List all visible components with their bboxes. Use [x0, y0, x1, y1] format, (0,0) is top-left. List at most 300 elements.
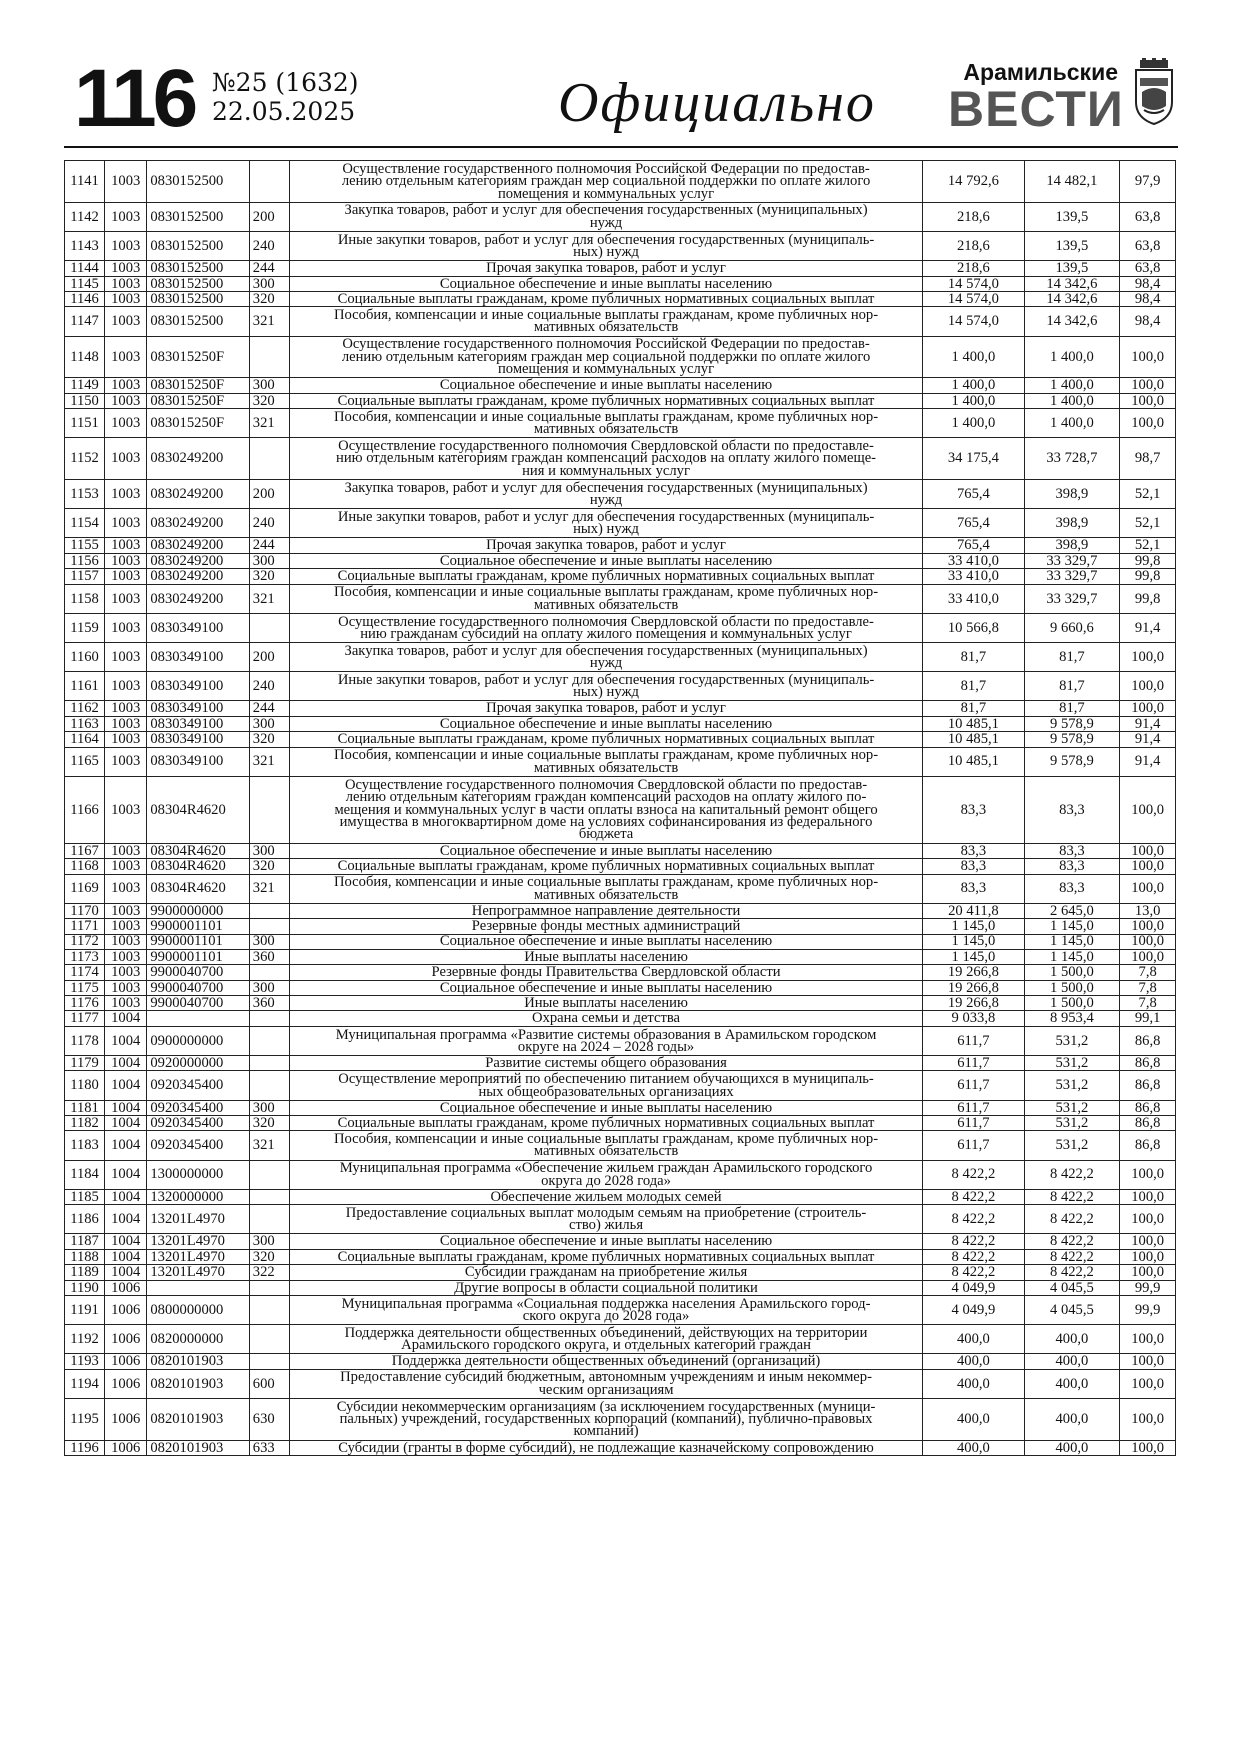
table-row	[65, 276, 1176, 291]
section-code: 1004	[105, 1026, 147, 1055]
expense-type: 320	[249, 859, 289, 874]
table-row	[65, 643, 1176, 672]
issue-info	[212, 68, 359, 126]
table-row	[65, 949, 1176, 964]
section-code: 1003	[105, 409, 147, 438]
section-title: Официально	[558, 72, 876, 134]
table-row	[65, 336, 1176, 378]
section-code: 1004	[105, 1131, 147, 1160]
item-name: Иные выплаты населению	[289, 996, 922, 1011]
expense-type	[249, 1354, 289, 1369]
row-index: 1175	[65, 980, 105, 995]
item-name: Предоставление субсидий бюджетным, автономным учреждениям и иным некоммер- ческим организациям	[289, 1369, 922, 1398]
table-row	[65, 1280, 1176, 1295]
target-code: 0830249200	[147, 584, 249, 613]
target-code: 0820000000	[147, 1325, 249, 1354]
table-row	[65, 843, 1176, 858]
logo-bottom-text: ВЕСТИ	[948, 81, 1124, 137]
planned-amount: 81,7	[923, 701, 1024, 716]
actual-amount: 33 329,7	[1024, 553, 1120, 568]
expense-type: 321	[249, 747, 289, 776]
target-code: 0820101903	[147, 1369, 249, 1398]
actual-amount: 1 145,0	[1024, 934, 1120, 949]
item-name: Пособия, компенсации и иные социальные выплаты гражданам, кроме публичных нор- мативных обязательств	[289, 874, 922, 903]
row-index: 1167	[65, 843, 105, 858]
section-code: 1003	[105, 716, 147, 731]
planned-amount: 33 410,0	[923, 584, 1024, 613]
execution-percent: 13,0	[1120, 903, 1176, 918]
section-code: 1006	[105, 1398, 147, 1440]
row-index: 1186	[65, 1205, 105, 1234]
section-code: 1004	[105, 1011, 147, 1026]
section-code: 1003	[105, 553, 147, 568]
item-name: Иные закупки товаров, работ и услуг для обеспечения государственных (муниципаль- ных) нужд	[289, 672, 922, 701]
expense-type	[249, 1325, 289, 1354]
expense-type	[249, 1056, 289, 1071]
expense-type	[249, 1205, 289, 1234]
execution-percent: 98,4	[1120, 307, 1176, 336]
expense-type: 300	[249, 276, 289, 291]
execution-percent: 100,0	[1120, 776, 1176, 843]
item-name: Социальное обеспечение и иные выплаты населению	[289, 716, 922, 731]
planned-amount: 4 049,9	[923, 1295, 1024, 1324]
planned-amount: 1 400,0	[923, 393, 1024, 408]
row-index: 1170	[65, 903, 105, 918]
table-row	[65, 1116, 1176, 1131]
section-code: 1006	[105, 1325, 147, 1354]
actual-amount: 1 400,0	[1024, 393, 1120, 408]
section-code: 1003	[105, 776, 147, 843]
expense-type: 320	[249, 1116, 289, 1131]
section-code: 1004	[105, 1100, 147, 1115]
planned-amount: 8 422,2	[923, 1160, 1024, 1189]
actual-amount: 1 500,0	[1024, 996, 1120, 1011]
planned-amount: 14 574,0	[923, 307, 1024, 336]
item-name: Предоставление социальных выплат молодым семьям на приобретение (строитель- ство) жилья	[289, 1205, 922, 1234]
row-index: 1174	[65, 965, 105, 980]
expense-type	[249, 903, 289, 918]
section-code: 1006	[105, 1354, 147, 1369]
section-code: 1003	[105, 584, 147, 613]
actual-amount: 83,3	[1024, 859, 1120, 874]
item-name: Социальное обеспечение и иные выплаты населению	[289, 276, 922, 291]
expense-type: 321	[249, 874, 289, 903]
table-row	[65, 231, 1176, 260]
planned-amount: 611,7	[923, 1116, 1024, 1131]
section-code: 1004	[105, 1189, 147, 1204]
execution-percent: 100,0	[1120, 336, 1176, 378]
expense-type	[249, 161, 289, 203]
table-row	[65, 903, 1176, 918]
section-code: 1003	[105, 480, 147, 509]
item-name: Субсидии (гранты в форме субсидий), не подлежащие казначейскому сопровождению	[289, 1440, 922, 1455]
section-code: 1003	[105, 291, 147, 306]
target-code: 0830249200	[147, 538, 249, 553]
coat-of-arms-icon	[1132, 58, 1176, 126]
item-name: Субсидии гражданам на приобретение жилья	[289, 1265, 922, 1280]
execution-percent: 99,8	[1120, 569, 1176, 584]
actual-amount: 81,7	[1024, 672, 1120, 701]
execution-percent: 86,8	[1120, 1026, 1176, 1055]
section-code: 1003	[105, 903, 147, 918]
row-index: 1162	[65, 701, 105, 716]
target-code: 08304R4620	[147, 874, 249, 903]
table-row	[65, 202, 1176, 231]
table-row	[65, 934, 1176, 949]
execution-percent: 100,0	[1120, 1205, 1176, 1234]
table-row	[65, 480, 1176, 509]
item-name: Прочая закупка товаров, работ и услуг	[289, 261, 922, 276]
table-row	[65, 1131, 1176, 1160]
actual-amount: 83,3	[1024, 776, 1120, 843]
target-code: 083015250F	[147, 393, 249, 408]
table-row	[65, 378, 1176, 393]
row-index: 1193	[65, 1354, 105, 1369]
expense-type: 244	[249, 538, 289, 553]
target-code: 0830152500	[147, 291, 249, 306]
target-code: 0800000000	[147, 1295, 249, 1324]
item-name: Пособия, компенсации и иные социальные выплаты гражданам, кроме публичных нор- мативных обязательств	[289, 1131, 922, 1160]
actual-amount: 398,9	[1024, 480, 1120, 509]
planned-amount: 611,7	[923, 1056, 1024, 1071]
actual-amount: 14 342,6	[1024, 291, 1120, 306]
row-index: 1189	[65, 1265, 105, 1280]
item-name: Социальные выплаты гражданам, кроме публичных нормативных социальных выплат	[289, 393, 922, 408]
actual-amount: 81,7	[1024, 643, 1120, 672]
actual-amount: 400,0	[1024, 1325, 1120, 1354]
table-row	[65, 776, 1176, 843]
expense-type	[249, 1011, 289, 1026]
actual-amount: 9 578,9	[1024, 732, 1120, 747]
expense-type: 300	[249, 1100, 289, 1115]
item-name: Закупка товаров, работ и услуг для обеспечения государственных (муниципальных) нужд	[289, 643, 922, 672]
section-code: 1003	[105, 965, 147, 980]
target-code: 9900040700	[147, 965, 249, 980]
execution-percent: 97,9	[1120, 161, 1176, 203]
planned-amount: 1 145,0	[923, 919, 1024, 934]
expense-type	[249, 613, 289, 642]
table-row	[65, 291, 1176, 306]
target-code: 0830152500	[147, 307, 249, 336]
execution-percent: 100,0	[1120, 1189, 1176, 1204]
item-name: Прочая закупка товаров, работ и услуг	[289, 701, 922, 716]
execution-percent: 100,0	[1120, 949, 1176, 964]
expense-type	[249, 919, 289, 934]
row-index: 1150	[65, 393, 105, 408]
section-code: 1004	[105, 1265, 147, 1280]
table-row	[65, 261, 1176, 276]
table-row	[65, 1205, 1176, 1234]
issue-number: №25 (1632)	[212, 68, 359, 97]
item-name: Прочая закупка товаров, работ и услуг	[289, 538, 922, 553]
item-name: Субсидии некоммерческим организациям (за исключением государственных (муници- пальных) учреждений, государственных корпораций (компаний), публично-правовых компаний)	[289, 1398, 922, 1440]
row-index: 1195	[65, 1398, 105, 1440]
expense-type	[249, 1280, 289, 1295]
section-code: 1003	[105, 859, 147, 874]
row-index: 1176	[65, 996, 105, 1011]
row-index: 1196	[65, 1440, 105, 1455]
table-row	[65, 538, 1176, 553]
row-index: 1194	[65, 1369, 105, 1398]
item-name: Социальное обеспечение и иные выплаты населению	[289, 934, 922, 949]
section-code: 1003	[105, 732, 147, 747]
page-header	[64, 53, 1178, 148]
actual-amount: 9 578,9	[1024, 747, 1120, 776]
row-index: 1145	[65, 276, 105, 291]
item-name: Иные закупки товаров, работ и услуг для обеспечения государственных (муниципаль- ных) нужд	[289, 509, 922, 538]
item-name: Осуществление государственного полномочия Свердловской области по предоставле- нию гражданам субсидий на оплату жилого помещения и коммунальных услуг	[289, 613, 922, 642]
section-code: 1003	[105, 843, 147, 858]
item-name: Другие вопросы в области социальной политики	[289, 1280, 922, 1295]
row-index: 1185	[65, 1189, 105, 1204]
section-code: 1003	[105, 161, 147, 203]
target-code: 083015250F	[147, 378, 249, 393]
section-code: 1004	[105, 1116, 147, 1131]
actual-amount: 33 728,7	[1024, 438, 1120, 480]
table-row	[65, 1249, 1176, 1264]
section-code: 1003	[105, 747, 147, 776]
logo-top-text: Арамильские	[963, 59, 1118, 85]
target-code: 08304R4620	[147, 776, 249, 843]
row-index: 1165	[65, 747, 105, 776]
target-code: 0920345400	[147, 1100, 249, 1115]
row-index: 1169	[65, 874, 105, 903]
table-row	[65, 1295, 1176, 1324]
actual-amount: 1 145,0	[1024, 919, 1120, 934]
item-name: Социальные выплаты гражданам, кроме публичных нормативных социальных выплат	[289, 732, 922, 747]
expense-type: 630	[249, 1398, 289, 1440]
item-name: Закупка товаров, работ и услуг для обеспечения государственных (муниципальных) нужд	[289, 480, 922, 509]
item-name: Резервные фонды Правительства Свердловской области	[289, 965, 922, 980]
target-code: 0830249200	[147, 438, 249, 480]
row-index: 1152	[65, 438, 105, 480]
expense-type: 300	[249, 843, 289, 858]
item-name: Резервные фонды местных администраций	[289, 919, 922, 934]
planned-amount: 218,6	[923, 231, 1024, 260]
actual-amount: 83,3	[1024, 874, 1120, 903]
row-index: 1166	[65, 776, 105, 843]
row-index: 1158	[65, 584, 105, 613]
row-index: 1144	[65, 261, 105, 276]
row-index: 1142	[65, 202, 105, 231]
row-index: 1164	[65, 732, 105, 747]
section-code: 1003	[105, 307, 147, 336]
planned-amount: 611,7	[923, 1071, 1024, 1100]
planned-amount: 10 485,1	[923, 747, 1024, 776]
table-row	[65, 307, 1176, 336]
target-code: 0830349100	[147, 672, 249, 701]
item-name: Пособия, компенсации и иные социальные выплаты гражданам, кроме публичных нор- мативных обязательств	[289, 409, 922, 438]
row-index: 1173	[65, 949, 105, 964]
table-row	[65, 584, 1176, 613]
target-code: 9900040700	[147, 996, 249, 1011]
execution-percent: 100,0	[1120, 919, 1176, 934]
section-code: 1003	[105, 202, 147, 231]
actual-amount: 139,5	[1024, 202, 1120, 231]
expense-type	[249, 336, 289, 378]
planned-amount: 218,6	[923, 202, 1024, 231]
planned-amount: 765,4	[923, 480, 1024, 509]
planned-amount: 400,0	[923, 1398, 1024, 1440]
section-code: 1006	[105, 1280, 147, 1295]
target-code: 0820101903	[147, 1354, 249, 1369]
planned-amount: 1 400,0	[923, 409, 1024, 438]
page-number: 116	[74, 53, 195, 144]
actual-amount: 400,0	[1024, 1354, 1120, 1369]
item-name: Осуществление государственного полномочия Российской Федерации по предостав- лению отдельным категориям граждан мер социальной поддержки по оплате жилого помещения и коммунальных услуг	[289, 161, 922, 203]
planned-amount: 8 422,2	[923, 1189, 1024, 1204]
execution-percent: 100,0	[1120, 409, 1176, 438]
execution-percent: 100,0	[1120, 1160, 1176, 1189]
expense-type: 300	[249, 1234, 289, 1249]
section-code: 1003	[105, 276, 147, 291]
table-row	[65, 409, 1176, 438]
target-code: 13201L4970	[147, 1234, 249, 1249]
planned-amount: 400,0	[923, 1325, 1024, 1354]
target-code: 0830249200	[147, 509, 249, 538]
execution-percent: 52,1	[1120, 538, 1176, 553]
table-row	[65, 732, 1176, 747]
planned-amount: 81,7	[923, 672, 1024, 701]
execution-percent: 98,7	[1120, 438, 1176, 480]
item-name: Муниципальная программа «Социальная поддержка населения Арамильского город- ского округа до 2028 года»	[289, 1295, 922, 1324]
header-divider	[64, 146, 1178, 148]
expense-type: 300	[249, 378, 289, 393]
section-code: 1003	[105, 613, 147, 642]
planned-amount: 4 049,9	[923, 1280, 1024, 1295]
table-row	[65, 1100, 1176, 1115]
expense-type: 320	[249, 732, 289, 747]
execution-percent: 86,8	[1120, 1116, 1176, 1131]
actual-amount: 400,0	[1024, 1398, 1120, 1440]
item-name: Развитие системы общего образования	[289, 1056, 922, 1071]
actual-amount: 9 578,9	[1024, 716, 1120, 731]
actual-amount: 33 329,7	[1024, 584, 1120, 613]
execution-percent: 100,0	[1120, 1440, 1176, 1455]
table-row	[65, 569, 1176, 584]
target-code: 0830249200	[147, 553, 249, 568]
target-code: 0830249200	[147, 480, 249, 509]
table-row	[65, 716, 1176, 731]
planned-amount: 33 410,0	[923, 553, 1024, 568]
item-name: Осуществление государственного полномочия Российской Федерации по предостав- лению отдельным категориям граждан мер социальной поддержки по оплате жилого помещения и коммунальных услуг	[289, 336, 922, 378]
row-index: 1148	[65, 336, 105, 378]
target-code: 0830349100	[147, 732, 249, 747]
planned-amount: 14 574,0	[923, 276, 1024, 291]
planned-amount: 611,7	[923, 1131, 1024, 1160]
execution-percent: 91,4	[1120, 747, 1176, 776]
planned-amount: 1 400,0	[923, 378, 1024, 393]
actual-amount: 9 660,6	[1024, 613, 1120, 642]
item-name: Социальное обеспечение и иные выплаты населению	[289, 843, 922, 858]
item-name: Пособия, компенсации и иные социальные выплаты гражданам, кроме публичных нор- мативных обязательств	[289, 584, 922, 613]
section-code: 1003	[105, 996, 147, 1011]
planned-amount: 83,3	[923, 874, 1024, 903]
actual-amount: 8 422,2	[1024, 1160, 1120, 1189]
row-index: 1160	[65, 643, 105, 672]
item-name: Муниципальная программа «Развитие системы образования в Арамильском городском округе на 2024 – 2028 годы»	[289, 1026, 922, 1055]
execution-percent: 91,4	[1120, 732, 1176, 747]
actual-amount: 4 045,5	[1024, 1295, 1120, 1324]
expense-type: 244	[249, 261, 289, 276]
execution-percent: 99,8	[1120, 584, 1176, 613]
actual-amount: 400,0	[1024, 1440, 1120, 1455]
expense-type: 320	[249, 393, 289, 408]
target-code: 0830349100	[147, 701, 249, 716]
expense-type: 200	[249, 202, 289, 231]
item-name: Социальное обеспечение и иные выплаты населению	[289, 553, 922, 568]
target-code: 9900001101	[147, 919, 249, 934]
execution-percent: 100,0	[1120, 672, 1176, 701]
planned-amount: 34 175,4	[923, 438, 1024, 480]
target-code: 083015250F	[147, 336, 249, 378]
actual-amount: 1 500,0	[1024, 965, 1120, 980]
table-row	[65, 509, 1176, 538]
actual-amount: 14 342,6	[1024, 307, 1120, 336]
target-code: 1320000000	[147, 1189, 249, 1204]
section-code: 1006	[105, 1369, 147, 1398]
execution-percent: 100,0	[1120, 874, 1176, 903]
execution-percent: 100,0	[1120, 1265, 1176, 1280]
target-code: 9900040700	[147, 980, 249, 995]
table-row	[65, 1056, 1176, 1071]
execution-percent: 86,8	[1120, 1056, 1176, 1071]
item-name: Социальные выплаты гражданам, кроме публичных нормативных социальных выплат	[289, 1116, 922, 1131]
planned-amount: 611,7	[923, 1100, 1024, 1115]
row-index: 1178	[65, 1026, 105, 1055]
planned-amount: 10 485,1	[923, 716, 1024, 731]
actual-amount: 531,2	[1024, 1100, 1120, 1115]
actual-amount: 81,7	[1024, 701, 1120, 716]
planned-amount: 8 422,2	[923, 1205, 1024, 1234]
section-code: 1006	[105, 1295, 147, 1324]
row-index: 1191	[65, 1295, 105, 1324]
table-row	[65, 1189, 1176, 1204]
actual-amount: 8 422,2	[1024, 1234, 1120, 1249]
row-index: 1157	[65, 569, 105, 584]
row-index: 1159	[65, 613, 105, 642]
expense-type: 321	[249, 1131, 289, 1160]
target-code: 0900000000	[147, 1026, 249, 1055]
expense-type: 320	[249, 569, 289, 584]
planned-amount: 19 266,8	[923, 965, 1024, 980]
expense-type: 320	[249, 1249, 289, 1264]
expense-type: 300	[249, 716, 289, 731]
item-name: Непрограммное направление деятельности	[289, 903, 922, 918]
row-index: 1161	[65, 672, 105, 701]
execution-percent: 91,4	[1120, 716, 1176, 731]
execution-percent: 63,8	[1120, 202, 1176, 231]
actual-amount: 139,5	[1024, 261, 1120, 276]
section-code: 1004	[105, 1056, 147, 1071]
section-code: 1003	[105, 569, 147, 584]
target-code: 13201L4970	[147, 1205, 249, 1234]
row-index: 1187	[65, 1234, 105, 1249]
item-name: Социальные выплаты гражданам, кроме публичных нормативных социальных выплат	[289, 569, 922, 584]
expense-type	[249, 965, 289, 980]
expense-type: 300	[249, 553, 289, 568]
execution-percent: 100,0	[1120, 1354, 1176, 1369]
execution-percent: 52,1	[1120, 509, 1176, 538]
section-code: 1003	[105, 934, 147, 949]
item-name: Социальные выплаты гражданам, кроме публичных нормативных социальных выплат	[289, 291, 922, 306]
table-row	[65, 161, 1176, 203]
item-name: Охрана семьи и детства	[289, 1011, 922, 1026]
target-code: 0830152500	[147, 261, 249, 276]
planned-amount: 20 411,8	[923, 903, 1024, 918]
section-code: 1004	[105, 1205, 147, 1234]
actual-amount: 8 422,2	[1024, 1189, 1120, 1204]
